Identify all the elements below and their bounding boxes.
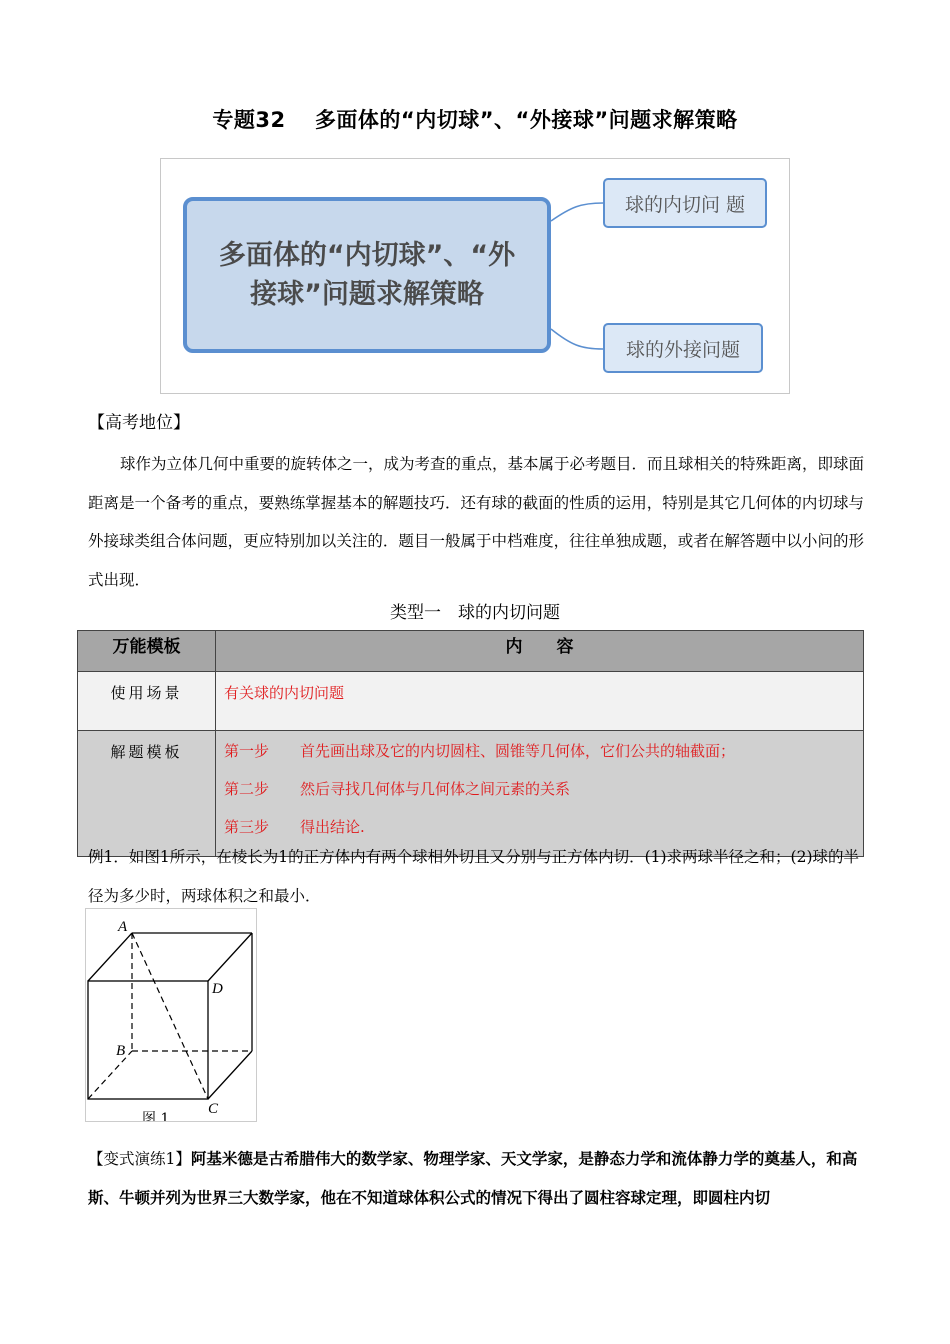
cube-diagram (86, 909, 256, 1121)
example-1: 例1．如图1所示，在棱长为1的正方体内有两个球相外切且又分别与正方体内切．(1)求两球半径之和；(2)球的半径为多少时，两球体积之和最小． (88, 848, 859, 905)
type-title: 类型一 球的内切问题 (390, 603, 560, 623)
step-value: 得出结论. (300, 818, 365, 836)
mind-map-branch-inscribed: 球的内切问 题 (603, 178, 767, 228)
mind-map (160, 158, 790, 394)
drill-text: 阿基米德是古希腊伟大的数学家、物理学家、天文学家，是静态力学和流体静力学的奠基人，和高斯、牛顿并列为世界三大数学家，他在不知道球体积公式的情况下得出了圆柱容球定理，即圆柱内切 (88, 1149, 858, 1207)
label-a: A (118, 919, 128, 935)
drill-prefix: 【变式演练1】 (88, 1150, 191, 1168)
table-row (78, 672, 864, 731)
step-item (224, 770, 862, 808)
row-content-usage: 有关球的内切问题 (216, 672, 864, 731)
step-value: 首先画出球及它的内切圆柱、圆锥等几何体，它们公共的轴截面； (300, 742, 736, 760)
step-key: 第二步 (224, 780, 270, 798)
figure-caption: 图 1 (142, 1111, 170, 1121)
intro-paragraph: 球作为立体几何中重要的旋转体之一，成为考查的重点，基本属于必考题目．而且球相关的特殊距离，即球面距离是一个备考的重点，要熟练掌握基本的解题技巧．还有球的截面的性质的运用，特别是其它几何体的内切球与外接球类组合体问题，更应特别加以关注的．题目一般属于中档难度，往往单独成题，或者在解答题中以小问的形式出现． (88, 455, 865, 589)
step-item (224, 732, 862, 770)
label-b: B (116, 1043, 126, 1059)
table-header-right: 内 容 (216, 631, 864, 672)
figure-1 (85, 908, 257, 1122)
table-header-left: 万能模板 (78, 631, 216, 672)
drill-exercise-1 (88, 1140, 868, 1217)
label-c: C (208, 1101, 219, 1117)
label-d: D (212, 981, 223, 997)
page-title: 专题32 多面体的“内切球”、“外接球”问题求解策略 (212, 108, 738, 132)
step-key: 第三步 (224, 818, 270, 836)
step-key: 第一步 (224, 742, 270, 760)
template-table (77, 630, 864, 857)
section-heading: 【高考地位】 (88, 413, 190, 433)
step-value: 然后寻找几何体与几何体之间元素的关系 (300, 780, 571, 798)
row-label-usage: 使用场景 (78, 672, 216, 731)
table-header-row (78, 631, 864, 672)
row-label-template: 解题模板 (78, 731, 216, 857)
mind-map-main-node: 多面体的“内切球”、“外接球”问题求解策略 (183, 197, 551, 353)
mind-map-branch-circumscribed: 球的外接问题 (603, 323, 763, 373)
